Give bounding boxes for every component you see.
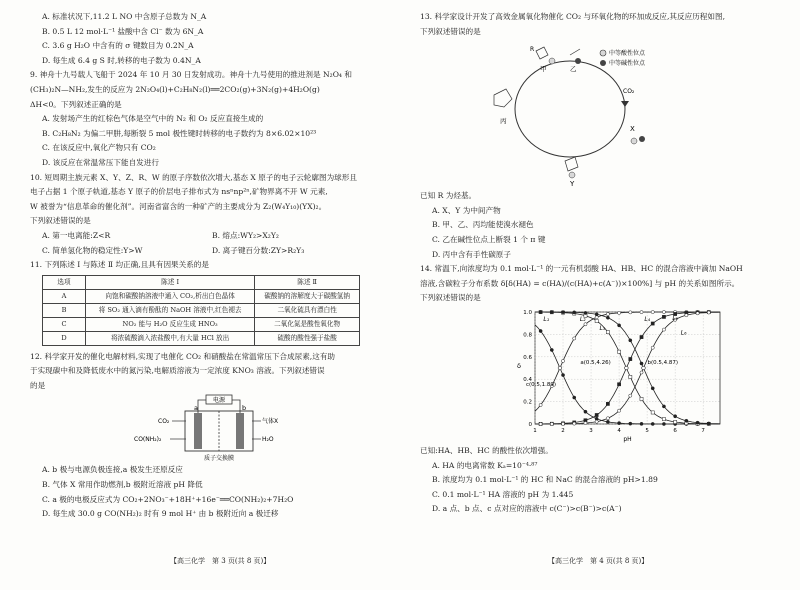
data-point — [606, 312, 609, 315]
data-point — [606, 316, 609, 319]
data-point — [629, 311, 632, 314]
data-point — [651, 387, 654, 390]
marked-point — [558, 366, 562, 370]
question-stem-line: 于实现碳中和及降低废水中的氮污染,电解质溶液为一定浓度 KNO₃ 溶液。下列叙述错误 — [30, 366, 325, 376]
co2-inlet-label: CO₂ — [158, 418, 170, 426]
legend — [600, 49, 646, 67]
data-point — [640, 310, 643, 313]
y-tick-label: 0.4 — [523, 377, 532, 384]
data-point — [584, 421, 587, 424]
data-point — [651, 310, 654, 313]
question-stem-line: 下列叙述错误的是 — [420, 293, 481, 303]
page-4-column — [420, 10, 775, 517]
data-point — [617, 409, 620, 412]
question-stem-line: 10. 短周期主族元素 X、Y、Z、R、W 的原子序数依次增大,基态 X 原子的电子云轮廓图为球形且 — [30, 172, 357, 182]
page-3-column — [30, 10, 392, 522]
question-stem-line: 12. 科学家开发的催化电解材料,实现了电催化 CO₂ 和硝酸盐在常温常压下合成尿素,这有助 — [30, 351, 336, 361]
answer-option: A. HA 的电离常数 Kₐ=10⁻⁴·⁸⁷ — [432, 460, 538, 470]
page-3-footer: 【高三化学 第 3 页(共 8 页)】 — [170, 557, 271, 565]
electrode-b — [236, 413, 244, 449]
table-cell: C — [43, 317, 86, 331]
data-point — [640, 362, 643, 365]
data-point — [629, 357, 632, 360]
data-point — [640, 422, 643, 425]
water-label: H₂O — [262, 436, 274, 444]
x-tick-label: 3 — [589, 427, 593, 434]
data-point — [606, 420, 609, 423]
data-point — [561, 310, 564, 313]
question-12-options — [30, 463, 392, 521]
question-13-options — [420, 204, 775, 262]
answer-option: A. b 极与电源负极连接,a 极发生还原反应 — [42, 465, 183, 475]
data-point — [584, 323, 587, 326]
data-point — [617, 383, 620, 386]
question-14-note: 已知:HA、HB、HC 的酸性依次增强。 — [420, 445, 553, 455]
data-point — [662, 405, 665, 408]
curve-label: L₅ — [672, 314, 679, 322]
table-cell: 将浓硫酸滴入浓盐酸中,有大量 HCl 放出 — [86, 331, 255, 345]
y-axis-label: δ — [517, 361, 521, 370]
data-point — [595, 413, 598, 416]
electrolysis-cell-figure — [30, 393, 392, 463]
table-cell: NO₂ 能与 H₂O 反应生成 HNO₃ — [86, 317, 255, 331]
table-cell: 碳酸钠的溶解度大于碳酸氢钠 — [255, 289, 360, 303]
question-11-stem: 11. 下列陈述 Ⅰ 与陈述 Ⅱ 均正确,且具有因果关系的是 — [30, 260, 209, 270]
data-point — [595, 319, 598, 322]
data-point — [606, 402, 609, 405]
label-yi: 乙 — [570, 65, 577, 74]
data-point — [584, 410, 587, 413]
species-bing — [494, 89, 512, 125]
table-header-row — [43, 275, 360, 289]
data-point — [617, 324, 620, 327]
data-point — [617, 311, 620, 314]
data-point — [573, 422, 576, 425]
data-point — [685, 314, 688, 317]
table-cell: 二氧化氮是酸性氧化物 — [255, 317, 360, 331]
co2-label: CO₂ — [623, 88, 635, 96]
question-stem-line: (CH₃)₂N—NH₂,发生的反应为 2N₂O₄(l)+C₂H₈N₂(l)══2CO₂(g)+3N₂(g)+4H₂O(g) — [30, 84, 320, 94]
table-row — [43, 303, 360, 317]
data-point — [539, 310, 542, 313]
table-cell: 向饱和碳酸钠溶液中通入 CO₂,析出白色晶体 — [86, 289, 255, 303]
page-4-footer: 【高三化学 第 4 页(共 8 页)】 — [548, 557, 649, 565]
acid-site-icon — [600, 50, 606, 56]
marked-point — [625, 366, 629, 370]
answer-option: A. 第一电离能:Z<R — [42, 230, 111, 240]
question-11-table — [42, 275, 360, 346]
answer-option: D. 该反应在常温常压下能自发进行 — [42, 157, 159, 167]
data-point — [674, 420, 677, 423]
label-bing: 丙 — [500, 117, 507, 126]
electrode-b-label: b — [242, 404, 247, 413]
answer-option: C. 3.6 g H₂O 中含有的 σ 键数目为 0.2N_A — [42, 41, 194, 51]
legend-acid: 中等酸性位点 — [609, 50, 646, 58]
species-y — [565, 157, 578, 188]
data-point — [651, 411, 654, 414]
species-jia — [530, 46, 555, 73]
data-point — [707, 422, 710, 425]
question-stem-line: 13. 科学家设计开发了高效金属氧化物催化 CO₂ 与环氧化物的环加成反应,其反应历程如图, — [420, 12, 726, 21]
data-point — [561, 422, 564, 425]
data-point — [606, 417, 609, 420]
x-tick-label: 7 — [701, 427, 705, 434]
question-13-stem — [420, 10, 775, 39]
data-point — [685, 419, 688, 422]
data-point — [595, 420, 598, 423]
y-tick-label: 0.8 — [523, 332, 532, 339]
x-tick-label: 1 — [533, 427, 537, 434]
question-stem-line: 的是 — [30, 380, 46, 390]
question-stem-line: 下列叙述错误的是 — [420, 26, 481, 36]
data-point — [539, 422, 542, 425]
data-point — [662, 328, 665, 331]
question-stem-line: ΔH<0。下列叙述正确的是 — [30, 99, 122, 109]
data-point — [629, 339, 632, 342]
y-tick-label: 1.0 — [523, 309, 532, 316]
data-point — [561, 373, 564, 376]
data-point — [640, 335, 643, 338]
data-point — [595, 313, 598, 316]
table-header-cell: 陈述 Ⅰ — [86, 275, 255, 289]
data-point — [573, 396, 576, 399]
answer-option: D. 丙中含有手性碳原子 — [432, 249, 511, 259]
base-site-icon — [600, 60, 606, 66]
answer-option: B. C₂H₈N₂ 为偏二甲肼,每断裂 5 mol 极性键时转移的电子数约为 8×6.02×10²³ — [42, 128, 317, 138]
table-row — [43, 317, 360, 331]
species-x — [630, 125, 645, 144]
data-point — [696, 312, 699, 315]
question-stem-line: 9. 神舟十九号载人飞船于 2024 年 10 月 30 日发射成功。神舟十九号使用的推进剂是 N₂O₄ 和 — [30, 70, 352, 80]
question-13-note: 已知 R 为烃基。 — [420, 191, 477, 201]
curve-label: L₆ — [680, 329, 687, 337]
x-axis-label: pH — [623, 435, 632, 443]
answer-option: C. 乙在碱性位点上断裂 1 个 π 键 — [432, 234, 546, 244]
label-jia: 甲 — [540, 65, 547, 74]
answer-option: D. 每生成 30.0 g CO(NH₂)₂ 时有 9 mol H⁺ 由 b 极附近向 a 极迁移 — [42, 509, 279, 519]
answer-option: A. 发射场产生的红棕色气体是空气中的 N₂ 和 O₂ 反应直接生成的 — [42, 114, 264, 124]
table-cell: 二氧化硫具有漂白性 — [255, 303, 360, 317]
label-y: Y — [570, 180, 575, 189]
data-point — [674, 415, 677, 418]
gas-x-label: 气体X — [262, 418, 279, 426]
marked-point — [642, 366, 646, 370]
svg-text:R: R — [530, 46, 535, 54]
y-tick-label: 0.6 — [523, 354, 532, 361]
table-header-cell: 选项 — [43, 275, 86, 289]
data-point — [640, 371, 643, 374]
electrode-a — [194, 413, 202, 449]
data-point — [629, 375, 632, 378]
answer-option-row — [30, 229, 392, 244]
answer-option: D. 离子键百分数:ZY>R₂Y₃ — [212, 245, 305, 255]
data-point — [617, 421, 620, 424]
x-tick-label: 4 — [617, 427, 621, 434]
point-label: a(0.5,4.26) — [580, 359, 611, 366]
question-9 — [30, 68, 392, 170]
data-point — [617, 350, 620, 353]
answer-option: B. 气体 X 常用作助燃剂,b 极附近溶液 pH 降低 — [42, 480, 203, 490]
answer-option: D. a 点、b 点、c 点对应的溶液中 c(C⁻)>c(B⁻)>c(A⁻) — [432, 504, 622, 514]
point-label: c(0.5,1.89) — [525, 381, 557, 388]
question-14-stem — [420, 262, 775, 306]
curve-label: L₄ — [644, 315, 651, 323]
label-x: X — [630, 125, 635, 134]
catalytic-cycle-figure — [420, 39, 775, 189]
question-stem-line: 溶液,含碳粒子分布系数 δ[δ(HA) = c(HA)/(c(HA)+c(A⁻))×100%] 与 pH 的关系如图所示。 — [420, 278, 740, 288]
answer-option: B. 熔点:WY₂>X₂Y₂ — [212, 230, 279, 240]
question-stem-line: W 被誉为“信息革命的催化剂”。河南省富含的一种矿产的主要成分为 Z₂(W₄Y₁₀)(YX)₂。 — [30, 201, 327, 211]
answer-option: B. 浓度均为 0.1 mol·L⁻¹ 的 HC 和 NaC 的混合溶液的 pH>1.89 — [432, 475, 658, 485]
x-tick-label: 5 — [645, 427, 649, 434]
distribution-chart — [420, 306, 775, 444]
question-12-stem — [30, 350, 392, 394]
cycle-loop — [515, 61, 625, 157]
electrode-a-label: a — [194, 404, 198, 413]
x-tick-label: 2 — [561, 427, 565, 434]
data-point — [662, 315, 665, 318]
data-point — [696, 421, 699, 424]
data-point — [629, 422, 632, 425]
y-tick-label: 0.2 — [523, 399, 532, 406]
data-point — [662, 422, 665, 425]
y-tick-label: 0 — [528, 421, 532, 428]
data-point — [573, 337, 576, 340]
x-tick-label: 6 — [673, 427, 677, 434]
data-point — [573, 311, 576, 314]
data-point — [651, 346, 654, 349]
legend-base: 中等碱性位点 — [609, 60, 646, 68]
answer-option: B. 甲、乙、丙均能使溴水褪色 — [432, 220, 534, 230]
data-point — [629, 394, 632, 397]
membrane-label: 质子交换膜 — [203, 455, 235, 463]
data-point — [539, 329, 542, 332]
data-point — [651, 422, 654, 425]
urea-outlet-label: CO(NH₂)₂ — [134, 436, 162, 444]
power-supply-label: 电源 — [212, 397, 226, 405]
curve-label: L₂ — [579, 315, 586, 323]
table-cell: D — [43, 331, 86, 345]
data-point — [539, 403, 542, 406]
table-cell: A — [43, 289, 86, 303]
data-point — [651, 322, 654, 325]
answer-option: B. 0.5 L 12 mol·L⁻¹ 盐酸中含 Cl⁻ 数为 6N_A — [42, 26, 204, 36]
question-stem-line: 下列叙述错误的是 — [30, 216, 91, 226]
table-row — [43, 331, 360, 345]
data-point — [584, 311, 587, 314]
data-point — [662, 310, 665, 313]
data-point — [707, 311, 710, 314]
data-point — [550, 310, 553, 313]
curve-label: L₁ — [543, 315, 550, 323]
answer-option: A. 标准状况下,11.2 L NO 中含原子总数为 N_A — [42, 12, 207, 21]
answer-option: C. 简单氢化物的稳定性:Y>W — [42, 245, 143, 255]
table-row — [43, 289, 360, 303]
answer-option: C. 在该反应中,氧化产物只有 CO₂ — [42, 143, 156, 153]
data-point — [550, 422, 553, 425]
table-cell: 硫酸的酸性强于盐酸 — [255, 331, 360, 345]
data-point — [640, 397, 643, 400]
answer-option-row — [30, 244, 392, 259]
question-14-options — [420, 459, 775, 517]
table-cell: B — [43, 303, 86, 317]
question-10 — [30, 171, 392, 259]
data-point — [662, 417, 665, 420]
question-stem-line: 电子占据 1 个原子轨道,基态 Y 原子的价层电子排布式为 nsⁿnp²ⁿ,矿物界离不开 W 元素, — [30, 187, 328, 197]
question-stem-line: 14. 常温下,向浓度均为 0.1 mol·L⁻¹ 的一元有机弱酸 HA、HB、HC 的混合溶液中滴加 NaOH — [420, 264, 743, 274]
answer-option: C. 0.1 mol·L⁻¹ HA 溶液的 pH 为 1.445 — [432, 489, 574, 499]
data-point — [606, 330, 609, 333]
answer-option: A. X、Y 为中间产物 — [432, 205, 501, 215]
answer-option: C. a 极的电极反应式为 CO₂+2NO₃⁻+18H⁺+16e⁻══CO(NH₂)₂+7H₂O — [42, 494, 294, 504]
point-label: b(0.5,4.87) — [647, 359, 679, 366]
table-header-cell: 陈述 Ⅱ — [255, 275, 360, 289]
table-cell: 将 SO₂ 通入滴有酚酞的 NaOH 溶液中,红色褪去 — [86, 303, 255, 317]
question-8-options — [30, 10, 392, 68]
answer-option: D. 每生成 6.4 g S 时,转移的电子数为 0.4N_A — [42, 55, 201, 65]
data-point — [561, 359, 564, 362]
curve-label: L₃ — [599, 324, 606, 332]
data-point — [550, 348, 553, 351]
